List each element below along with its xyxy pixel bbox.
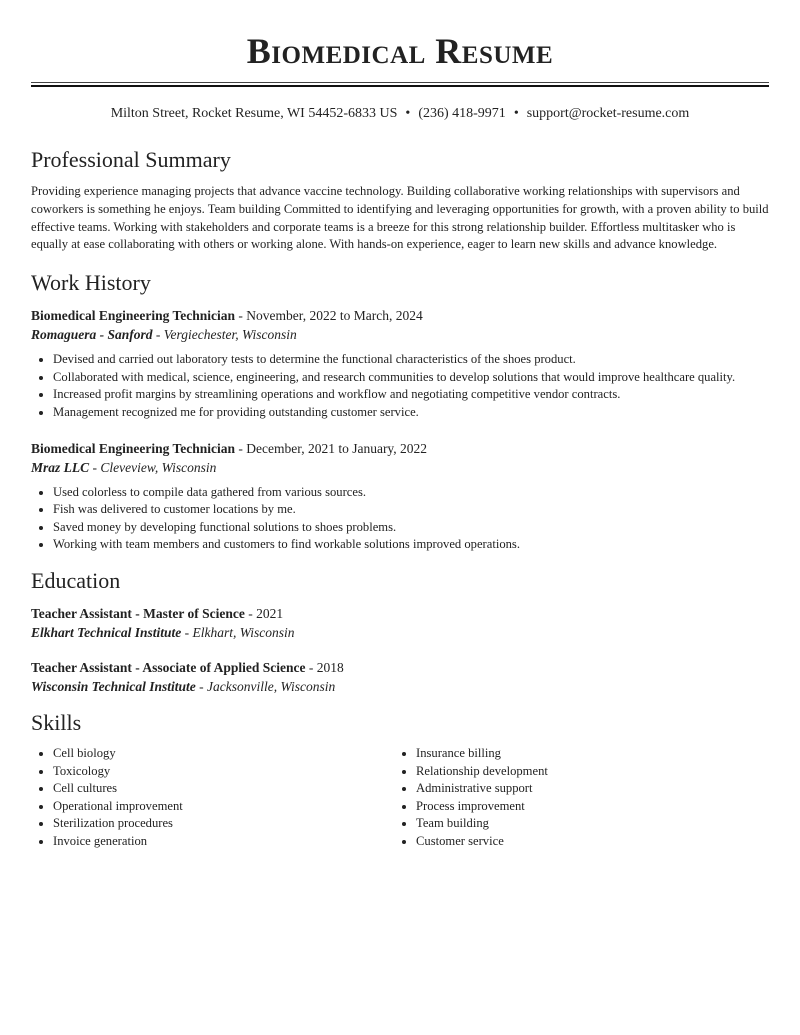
skill-item: • Operational improvement [53,798,394,816]
job-dates: - November, 2022 to March, 2024 [235,308,423,324]
title-double-rule [31,82,769,87]
skill-item: • Invoice generation [53,833,394,851]
school-line [31,677,769,696]
job-title: Biomedical Engineering Technician [31,440,236,456]
degree-line [31,604,769,623]
contact-email: support@rocket-resume.com [526,106,690,121]
list-item: • Management recognized me for providing outstanding customer service. [53,404,769,422]
job-title-line [31,306,769,325]
job-title-line [31,439,769,458]
graduation-year: - 2021 [244,605,284,621]
school-line [31,623,769,642]
school-name: Wisconsin Technical Institute [31,678,196,694]
skill-item: • Relationship development [416,763,757,781]
job-company: Romaguera - Sanford [31,327,153,343]
skills-list-left [31,745,394,851]
skill-item: • Cell cultures [53,780,394,798]
bullet-separator: • [405,106,411,121]
contact-address: Milton Street, Rocket Resume, WI 54452-6833 US [110,106,398,121]
list-item: • Increased profit margins by streamlining operations and workflow and negotiating competitive vendor contracts. [53,386,769,404]
graduation-year: - 2018 [305,659,344,675]
job-company: Mraz LLC [31,459,90,475]
list-item: • Collaborated with medical, science, engineering, and research communities to develop solutions that would improve healthcare quality. [53,369,769,387]
skill-item: • Process improvement [416,798,757,816]
contact-line [31,105,769,123]
job-entry [31,306,769,421]
skill-item: • Toxicology [53,763,394,781]
degree-line [31,658,769,677]
section-heading-work-history: Work History [31,270,151,296]
job-company-line [31,325,769,344]
degree: Teacher Assistant - Master of Science [31,605,245,621]
job-company-line [31,458,769,477]
skills-columns [31,745,769,851]
resume-title: Biomedical Resume [246,31,554,71]
list-item: • Devised and carried out laboratory tests to determine the functional characteristics of the shoes product. [53,351,769,369]
job-location: - Vergiechester, Wisconsin [152,327,297,343]
skill-item: • Insurance billing [416,745,757,763]
skills-list-right [394,745,757,851]
job-location: - Cleveview, Wisconsin [89,459,217,475]
contact-phone: (236) 418-9971 [418,106,506,121]
list-item: • Used colorless to compile data gathered from various sources. [53,484,769,502]
skill-item: • Sterilization procedures [53,815,394,833]
job-bullets [31,484,769,554]
job-dates: - December, 2021 to January, 2022 [235,440,428,456]
education-entry [31,658,769,696]
school-location: - Jacksonville, Wisconsin [195,678,336,694]
degree: Teacher Assistant - Associate of Applied Science [31,659,306,675]
section-heading-education: Education [31,567,121,593]
school-location: - Elkhart, Wisconsin [181,624,295,640]
job-title: Biomedical Engineering Technician [31,308,236,324]
skill-item: • Cell biology [53,745,394,763]
list-item: • Saved money by developing functional solutions to shoes problems. [53,519,769,537]
bullet-separator: • [513,106,519,121]
section-heading-summary: Professional Summary [31,147,231,172]
list-item: • Fish was delivered to customer locations by me. [53,501,769,519]
school-name: Elkhart Technical Institute [31,624,182,640]
skill-item: • Team building [416,815,757,833]
summary-text: Providing experience managing projects that advance vaccine technology. Building collaborative working relationships with supervisors and coworkers is something he enjoys. Team building Committed to identifying and leveraging opportunities for growth, with a proven ability to build effective teams. Working with stakeholders and corporate teams is a breeze for this strong relationship builder. Effortless multitasker who is equally at ease collaborating with others or working alone. With hands-on experience, eager to learn new skills and advance knowledge. [31,184,769,252]
section-heading-skills: Skills [31,709,82,735]
list-item: • Working with team members and customers to find workable solutions improved operations. [53,536,769,554]
skill-item: • Customer service [416,833,757,851]
education-entry [31,604,769,642]
skill-item: • Administrative support [416,780,757,798]
job-entry [31,439,769,554]
job-bullets [31,351,769,421]
